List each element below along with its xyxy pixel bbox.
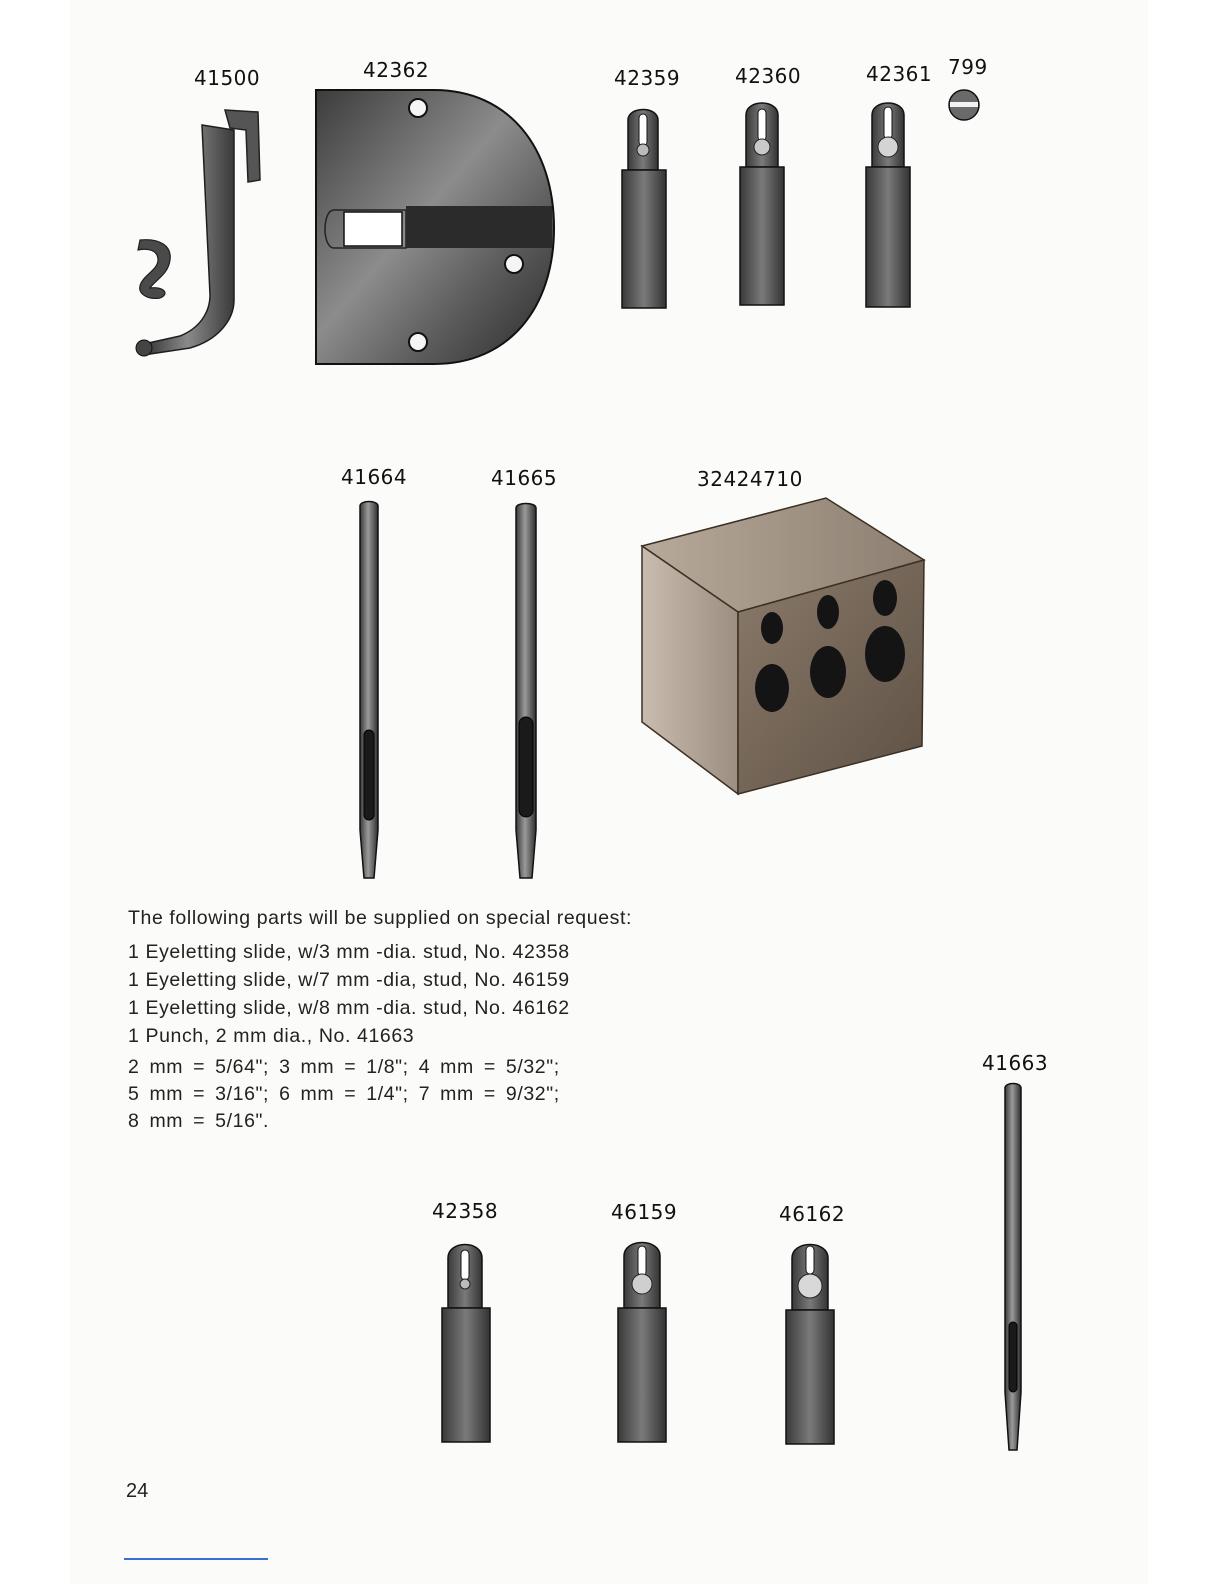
needle-plate-42362-image (314, 88, 559, 368)
special-request-item-3: 1 Eyeletting slide, w/8 mm -dia. stud, No. 46162 (128, 997, 570, 1019)
label-41500: 41500 (194, 66, 261, 90)
label-42359: 42359 (614, 66, 681, 90)
wooden-punch-block-32424710-image (638, 494, 928, 800)
special-request-item-4: 1 Punch, 2 mm dia., No. 41663 (128, 1025, 415, 1047)
presser-foot-41500-image (130, 100, 270, 370)
screw-799-image (947, 88, 981, 122)
label-41663: 41663 (982, 1051, 1049, 1075)
eyeletting-slide-42360-image (738, 95, 786, 310)
special-request-item-1: 1 Eyeletting slide, w/3 mm -dia. stud, No. 42358 (128, 941, 570, 963)
special-request-text (128, 904, 632, 1135)
label-41664: 41664 (341, 465, 408, 489)
label-799: 799 (948, 55, 988, 79)
eyeletting-slide-42358-image (440, 1236, 492, 1446)
label-42361: 42361 (866, 62, 933, 86)
conversion-line-1: 2 mm = 5/64"; 3 mm = 1/8"; 4 mm = 5/32"; (128, 1056, 560, 1078)
punch-41663-image (1000, 1082, 1026, 1454)
label-41665: 41665 (491, 466, 558, 490)
label-42360: 42360 (735, 64, 802, 88)
punch-41665-image (508, 502, 544, 882)
mm-inch-conversions (128, 1054, 632, 1135)
label-32424710: 32424710 (697, 467, 803, 491)
eyeletting-slide-42359-image (620, 100, 668, 312)
eyeletting-slide-46159-image (616, 1234, 668, 1446)
eyeletting-slide-42361-image (864, 95, 912, 310)
conversion-line-2: 5 mm = 3/16"; 6 mm = 1/4"; 7 mm = 9/32"; (128, 1083, 560, 1105)
page-number: 24 (126, 1480, 149, 1502)
special-request-item-2: 1 Eyeletting slide, w/7 mm -dia, stud, No. 46159 (128, 969, 570, 991)
label-46159: 46159 (611, 1200, 678, 1224)
conversion-line-3: 8 mm = 5/16". (128, 1110, 270, 1132)
special-request-intro: The following parts will be supplied on special request: (128, 907, 633, 929)
label-42362: 42362 (363, 58, 430, 82)
punch-41664-image (352, 500, 386, 882)
eyeletting-slide-46162-image (784, 1236, 836, 1448)
footer-rule (124, 1558, 268, 1560)
label-46162: 46162 (779, 1202, 846, 1226)
label-42358: 42358 (432, 1199, 499, 1223)
